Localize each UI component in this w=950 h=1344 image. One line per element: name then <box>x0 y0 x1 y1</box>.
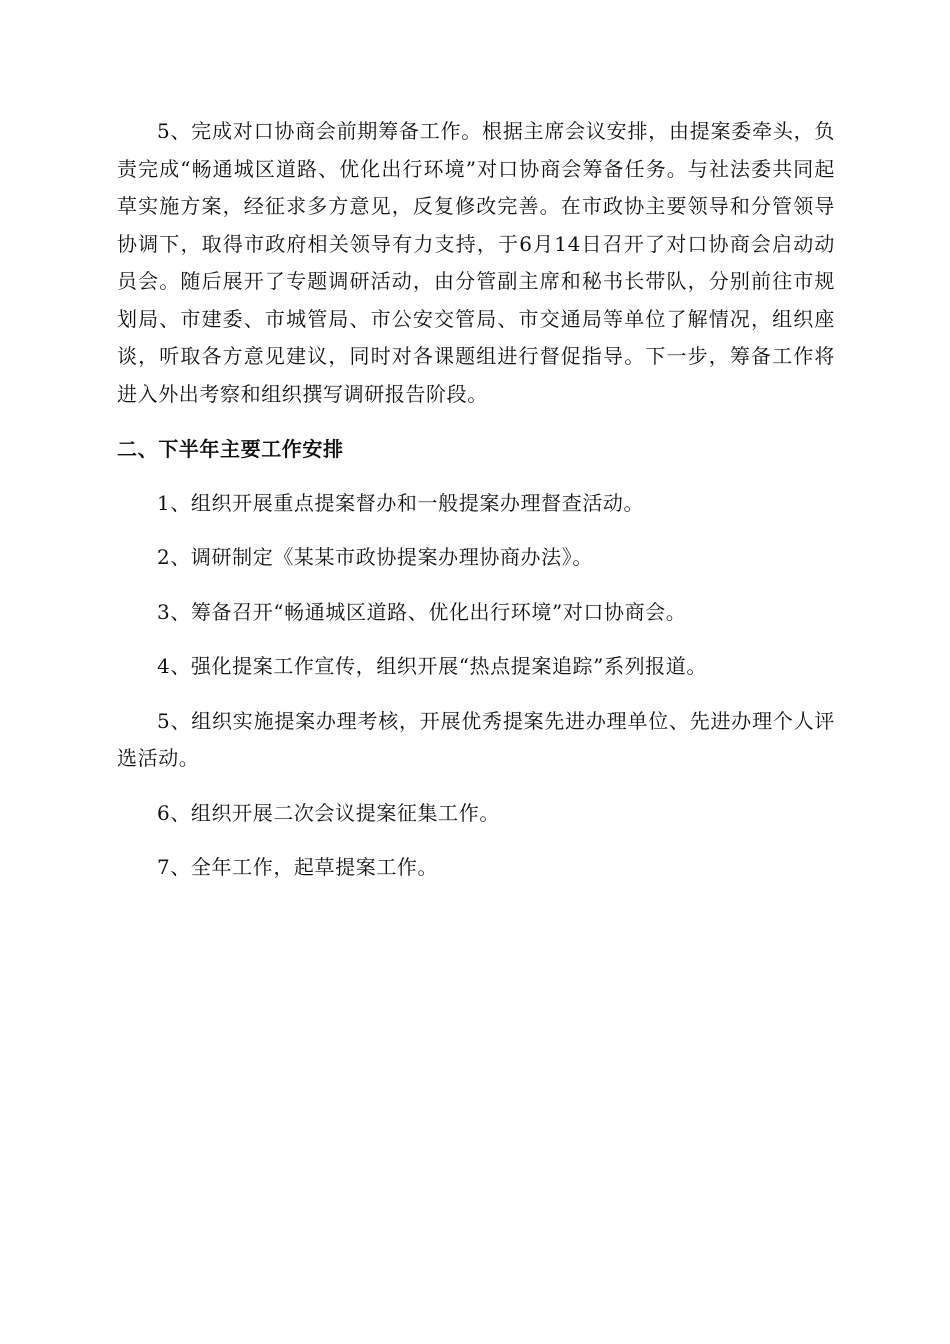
paragraph-item-5-preparation: 5、完成对口协商会前期筹备工作。根据主席会议安排，由提案委牵头，负责完成“畅通城区道路、优化出行环境”对口协商会筹备任务。与社法委共同起草实施方案，经征求多方意见，反复修改完善。在市政协主要领导和分管领导协调下，取得市政府相关领导有力支持，于6月14日召开了对口协商会启动动员会。随后展开了专题调研活动，由分管副主席和秘书长带队，分别前往市规划局、市建委、市城管局、市公安交管局、市交通局等单位了解情况，组织座谈，听取各方意见建议，同时对各课题组进行督促指导。下一步，筹备工作将进入外出考察和组织撰写调研报告阶段。 <box>117 119 835 406</box>
list-item: 7、全年工作，起草提案工作。 <box>157 855 439 879</box>
list-item: 5、组织实施提案办理考核，开展优秀提案先进办理单位、先进办理个人评选活动。 <box>117 708 835 770</box>
list-item: 6、组织开展二次会议提案征集工作。 <box>157 800 500 825</box>
list-item: 4、强化提案工作宣传，组织开展“热点提案追踪”系列报道。 <box>157 654 707 678</box>
list-item: 1、组织开展重点提案督办和一般提案办理督查活动。 <box>157 490 645 515</box>
list-item: 2、调研制定《某某市政协提案办理协商办法》。 <box>157 545 593 569</box>
document-body <box>117 113 835 904</box>
section-heading: 二、下半年主要工作安排 <box>117 437 344 461</box>
list-item: 3、筹备召开“畅通城区道路、优化出行环境”对口协商会。 <box>157 599 687 624</box>
